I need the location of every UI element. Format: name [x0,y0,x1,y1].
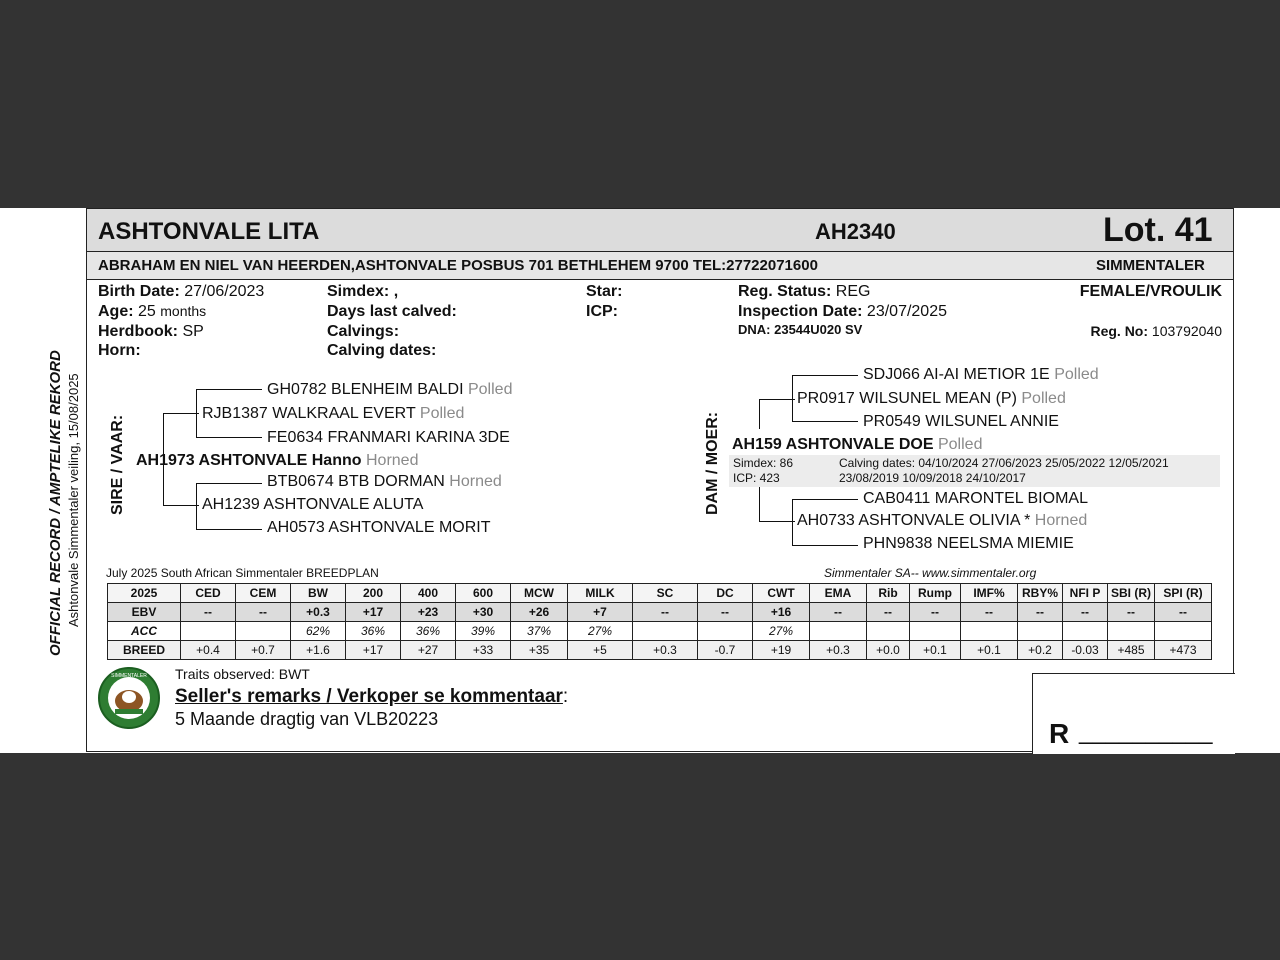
headers-cell-spi-r: SPI (R) [1155,584,1212,603]
acc-cell-sbi-r [1108,622,1155,641]
seller-remarks: 5 Maande dragtig van VLB20223 [175,709,439,729]
sire-dam-dam: AH0573 ASHTONVALE MORIT [267,519,491,536]
headers-cell-rby: RBY% [1018,584,1063,603]
pedigree-line [792,375,793,421]
acc-cell-rib [867,622,910,641]
dam-dam-sire: CAB0411 MARONTEL BIOMAL [863,490,1088,507]
breed-cell-bw: +1.6 [291,641,346,660]
headers-cell-cem: CEM [236,584,291,603]
pedigree-line [163,505,199,506]
owner-row [87,252,1233,280]
ebv-cell-ced: -- [181,603,236,622]
breedplan-website: Simmentaler SA-- www.simmentaler.org [824,566,1037,580]
ebv-row-label: EBV [108,603,181,622]
auction-info-label: Ashtonvale Simmentaler veiling, 15/08/2025 [66,373,81,627]
remarks-title: Seller's remarks / Verkoper se kommentaar: [175,686,569,707]
breed-cell-spi-r: +473 [1155,641,1212,660]
acc-cell-rump [910,622,961,641]
sire-dam-sire: BTB0674 BTB DORMAN Horned [267,473,502,490]
ebv-cell-ema: -- [810,603,867,622]
acc-cell-400: 36% [401,622,456,641]
days-last-calved-label: Days last calved: [327,303,457,320]
breed-cell-rby: +0.2 [1018,641,1063,660]
icp-label: ICP: [586,303,618,320]
breed-cell-200: +17 [346,641,401,660]
pedigree-line [792,499,793,545]
ebv-cell-dc: -- [698,603,753,622]
breed-cell-cwt: +19 [753,641,810,660]
dam-section-label: DAM / MOER: [704,411,721,515]
pedigree-line [792,421,858,422]
owner-address: ABRAHAM EN NIEL VAN HEERDEN,ASHTONVALE POSBUS 701 BETHLEHEM 9700 TEL:27722071600 [98,257,818,274]
pedigree-line [759,399,795,400]
breed-row-label: BREED [108,641,181,660]
ebv-cell-600: +30 [456,603,511,622]
ebv-cell-cwt: +16 [753,603,810,622]
breed-cell-cem: +0.7 [236,641,291,660]
traits-observed: Traits observed: BWT [175,666,310,682]
pedigree-line [196,483,262,484]
acc-cell-spi-r [1155,622,1212,641]
headers-row-label: 2025 [108,584,181,603]
headers-cell-bw: BW [291,584,346,603]
title-row [87,209,1233,252]
table-row-acc [108,622,1212,641]
dam-name: AH159 ASHTONVALE DOE Polled [732,436,983,453]
pedigree-line [196,389,262,390]
acc-cell-milk: 27% [568,622,633,641]
pedigree-line [792,499,858,500]
breed-cell-milk: +5 [568,641,633,660]
svg-text:SIMMENTALER: SIMMENTALER [111,673,147,679]
ebv-cell-rib: -- [867,603,910,622]
acc-cell-600: 39% [456,622,511,641]
pedigree-line [759,521,795,522]
simdex-label: Simdex: , [327,283,399,300]
simmentaler-logo [98,667,160,729]
breed-cell-600: +33 [456,641,511,660]
ebv-cell-sc: -- [633,603,698,622]
headers-cell-mcw: MCW [511,584,568,603]
acc-cell-rby [1018,622,1063,641]
dam-sire-dam: PR0549 WILSUNEL ANNIE [863,413,1059,430]
sire-dam: AH1239 ASHTONVALE ALUTA [202,496,424,513]
sire-sire-dam: FE0634 FRANMARI KARINA 3DE [267,429,510,446]
headers-cell-cwt: CWT [753,584,810,603]
acc-cell-nfi-p [1063,622,1108,641]
breed-cell-ema: +0.3 [810,641,867,660]
reg-no: Reg. No: 103792040 [1090,323,1222,339]
table-row-breed [108,641,1212,660]
sire-sire-sire: GH0782 BLENHEIM BALDI Polled [267,381,513,398]
pedigree-line [792,545,858,546]
breed-cell-nfi-p: -0.03 [1063,641,1108,660]
headers-cell-sc: SC [633,584,698,603]
acc-cell-cwt: 27% [753,622,810,641]
acc-cell-sc [633,622,698,641]
headers-cell-milk: MILK [568,584,633,603]
breed-cell-sc: +0.3 [633,641,698,660]
inspection-date: Inspection Date: 23/07/2025 [738,303,947,320]
horn-label: Horn: [98,342,141,359]
breed-cell-dc: -0.7 [698,641,753,660]
headers-cell-nfi-p: NFI P [1063,584,1108,603]
headers-cell-400: 400 [401,584,456,603]
calvings-label: Calvings: [327,323,400,340]
official-record-label: OFFICIAL RECORD / AMPTELIKE REKORD [47,350,64,656]
dam-icp: ICP: 423 [733,471,780,485]
calving-dates-label: Calving dates: [327,342,437,359]
price-prefix: R [1049,718,1070,749]
ebv-cell-cem: -- [236,603,291,622]
sex-label: FEMALE/VROULIK [1079,283,1222,300]
ebv-cell-milk: +7 [568,603,633,622]
lot-number: Lot. 41 [1103,211,1213,249]
dna-info: DNA: 23544U020 SV [738,322,863,337]
pedigree-line [196,437,262,438]
dam-calving-dates-2: 23/08/2019 10/09/2018 24/10/2017 [839,471,1026,485]
age: Age: 25 months [98,303,207,320]
lot-card [86,208,1234,752]
breed-cell-mcw: +35 [511,641,568,660]
dam-sire: PR0917 WILSUNEL MEAN (P) Polled [797,390,1066,407]
animal-id: AH2340 [815,219,896,244]
dam-dam: AH0733 ASHTONVALE OLIVIA * Horned [797,512,1088,529]
breed-cell-rump: +0.1 [910,641,961,660]
acc-row-label: ACC [108,622,181,641]
price-blank[interactable]: __________ [1079,718,1213,745]
acc-cell-ced [181,622,236,641]
table-header-row [108,584,1212,603]
acc-cell-dc [698,622,753,641]
acc-cell-cem [236,622,291,641]
headers-cell-600: 600 [456,584,511,603]
table-row-ebv [108,603,1212,622]
acc-cell-200: 36% [346,622,401,641]
headers-cell-ced: CED [181,584,236,603]
breed-cell-sbi-r: +485 [1108,641,1155,660]
ebv-cell-nfi-p: -- [1063,603,1108,622]
breedplan-caption: July 2025 South African Simmentaler BREEDPLAN [106,566,379,580]
acc-cell-imf [961,622,1018,641]
ebv-cell-imf: -- [961,603,1018,622]
ebv-cell-rump: -- [910,603,961,622]
ebv-cell-sbi-r: -- [1108,603,1155,622]
reg-status: Reg. Status: REG [738,283,871,300]
auction-card-sheet [0,208,1280,753]
pedigree-line [196,483,197,529]
pedigree-line [196,529,262,530]
headers-cell-rump: Rump [910,584,961,603]
acc-cell-bw: 62% [291,622,346,641]
ebv-cell-200: +17 [346,603,401,622]
animal-name: ASHTONVALE LITA [98,218,320,245]
dam-sire-sire: SDJ066 AI-AI METIOR 1E Polled [863,366,1099,383]
ebv-cell-spi-r: -- [1155,603,1212,622]
star-label: Star: [586,283,623,300]
headers-cell-dc: DC [698,584,753,603]
pedigree-line [792,375,858,376]
headers-cell-rib: Rib [867,584,910,603]
breed-name: SIMMENTALER [1096,257,1205,274]
headers-cell-sbi-r: SBI (R) [1108,584,1155,603]
breed-cell-ced: +0.4 [181,641,236,660]
ebv-cell-bw: +0.3 [291,603,346,622]
herdbook: Herdbook: SP [98,323,204,340]
birth-date: Birth Date: 27/06/2023 [98,283,265,300]
headers-cell-200: 200 [346,584,401,603]
acc-cell-ema [810,622,867,641]
price-box[interactable] [1032,673,1235,754]
sire-name: AH1973 ASHTONVALE Hanno Horned [136,452,419,469]
ebv-cell-mcw: +26 [511,603,568,622]
acc-cell-mcw: 37% [511,622,568,641]
breed-cell-imf: +0.1 [961,641,1018,660]
pedigree-line [163,413,199,414]
breed-cell-rib: +0.0 [867,641,910,660]
dam-calving-dates: Calving dates: 04/10/2024 27/06/2023 25/05/2022 12/05/2021 [839,456,1169,470]
ebv-cell-rby: -- [1018,603,1063,622]
pedigree-line [759,399,760,429]
pedigree-line [759,487,760,521]
sire-sire: RJB1387 WALKRAAL EVERT Polled [202,405,465,422]
breedplan-table [107,583,1212,660]
dam-dam-dam: PHN9838 NEELSMA MIEMIE [863,535,1074,552]
sire-section-label: SIRE / VAAR: [109,414,126,515]
dam-simdex: Simdex: 86 [733,456,794,470]
headers-cell-ema: EMA [810,584,867,603]
headers-cell-imf: IMF% [961,584,1018,603]
breed-cell-400: +27 [401,641,456,660]
ebv-cell-400: +23 [401,603,456,622]
